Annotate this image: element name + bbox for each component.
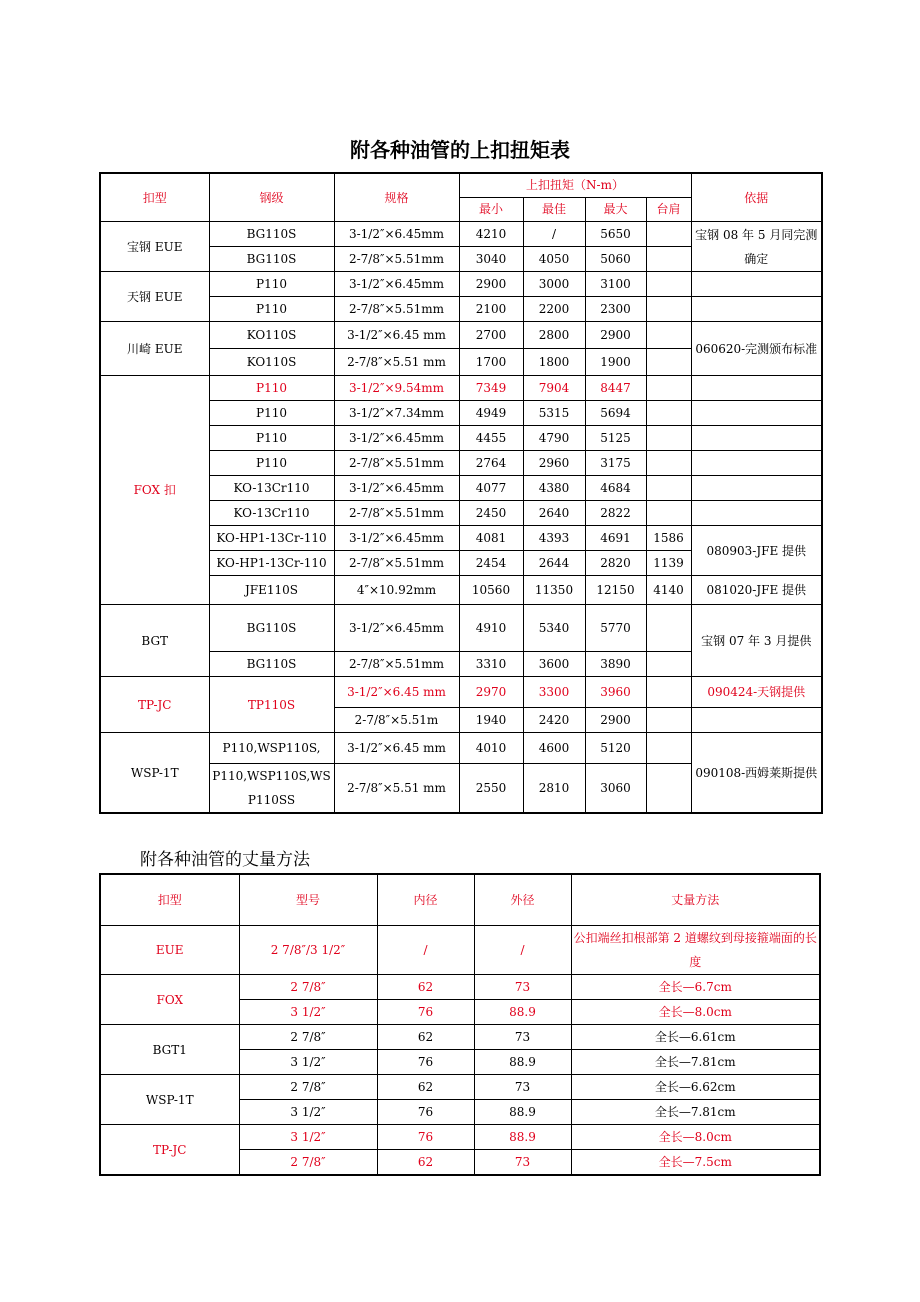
basis-cell: 080903-JFE 提供 (691, 526, 822, 576)
header-outer-diameter: 外径 (474, 874, 571, 926)
method-cell: 全长—7.81cm (571, 1100, 820, 1125)
basis-cell: 宝钢 08 年 5 月同完测确定 (691, 222, 822, 272)
spec-cell: 2-7/8″×5.51mm (334, 551, 459, 576)
min-cell: 4949 (459, 401, 523, 426)
model-cell: 2 7/8″/3 1/2″ (239, 926, 377, 975)
type-cell: WSP-1T (100, 1075, 239, 1125)
model-cell: 2 7/8″ (239, 975, 377, 1000)
grade-cell: BG110S (209, 222, 334, 247)
header-grade: 钢级 (209, 173, 334, 222)
header-row (100, 874, 820, 926)
type-cell: WSP-1T (100, 733, 209, 814)
section-subtitle: 附各种油管的丈量方法 (140, 850, 310, 870)
method-cell: 全长—6.7cm (571, 975, 820, 1000)
max-cell: 5650 (585, 222, 646, 247)
inner-diameter-cell: 62 (377, 1150, 474, 1176)
basis-cell (691, 272, 822, 297)
table-row (100, 975, 820, 1000)
shoulder-cell (646, 764, 691, 814)
best-cell: 4790 (523, 426, 585, 451)
best-cell: 5315 (523, 401, 585, 426)
min-cell: 2550 (459, 764, 523, 814)
max-cell: 3060 (585, 764, 646, 814)
max-cell: 3175 (585, 451, 646, 476)
best-cell: 2640 (523, 501, 585, 526)
spec-cell: 3-1/2″×6.45 mm (334, 322, 459, 349)
inner-diameter-cell: 76 (377, 1100, 474, 1125)
shoulder-cell: 4140 (646, 576, 691, 605)
grade-cell: KO110S (209, 349, 334, 376)
basis-cell (691, 476, 822, 501)
max-cell: 8447 (585, 376, 646, 401)
grade-cell: P110,WSP110S, (209, 733, 334, 764)
inner-diameter-cell: 76 (377, 1125, 474, 1150)
shoulder-cell (646, 401, 691, 426)
type-cell: EUE (100, 926, 239, 975)
min-cell: 2970 (459, 677, 523, 708)
table-row (100, 297, 822, 322)
grade-cell: P110 (209, 272, 334, 297)
min-cell: 4910 (459, 605, 523, 652)
best-cell: 4050 (523, 247, 585, 272)
spec-cell: 3-1/2″×6.45mm (334, 605, 459, 652)
outer-diameter-cell: 88.9 (474, 1125, 571, 1150)
min-cell: 4210 (459, 222, 523, 247)
best-cell: 3600 (523, 652, 585, 677)
table-row (100, 926, 820, 975)
grade-cell: P110 (209, 451, 334, 476)
inner-diameter-cell: 62 (377, 1025, 474, 1050)
max-cell: 2900 (585, 708, 646, 733)
table-row (100, 605, 822, 652)
best-cell: 7904 (523, 376, 585, 401)
inner-diameter-cell: 76 (377, 1050, 474, 1075)
best-cell: 3300 (523, 677, 585, 708)
best-cell: 2810 (523, 764, 585, 814)
spec-cell: 2-7/8″×5.51mm (334, 451, 459, 476)
spec-cell: 2-7/8″×5.51mm (334, 652, 459, 677)
best-cell: 3000 (523, 272, 585, 297)
basis-cell (691, 708, 822, 733)
best-cell: 2960 (523, 451, 585, 476)
outer-diameter-cell: 73 (474, 1025, 571, 1050)
page-title: 附各种油管的上扣扭矩表 (350, 138, 570, 162)
spec-cell: 3-1/2″×6.45 mm (334, 733, 459, 764)
shoulder-cell (646, 708, 691, 733)
grade-cell: TP110S (209, 677, 334, 733)
best-cell: 5340 (523, 605, 585, 652)
max-cell: 5120 (585, 733, 646, 764)
table-row (100, 426, 822, 451)
basis-cell (691, 376, 822, 401)
header-basis: 依据 (691, 173, 822, 222)
table-row (100, 401, 822, 426)
outer-diameter-cell: 73 (474, 1075, 571, 1100)
grade-cell: P110 (209, 426, 334, 451)
outer-diameter-cell: / (474, 926, 571, 975)
best-cell: 2644 (523, 551, 585, 576)
method-cell: 全长—6.61cm (571, 1025, 820, 1050)
outer-diameter-cell: 88.9 (474, 1000, 571, 1025)
header-best: 最佳 (523, 198, 585, 222)
type-cell: TP-JC (100, 1125, 239, 1176)
type-cell: FOX 扣 (100, 376, 209, 605)
shoulder-cell: 1139 (646, 551, 691, 576)
outer-diameter-cell: 88.9 (474, 1100, 571, 1125)
table-row (100, 576, 822, 605)
spec-cell: 3-1/2″×6.45mm (334, 426, 459, 451)
type-cell: FOX (100, 975, 239, 1025)
grade-cell: KO-13Cr110 (209, 501, 334, 526)
spec-cell: 2-7/8″×5.51 mm (334, 764, 459, 814)
basis-cell (691, 451, 822, 476)
grade-cell: BG110S (209, 247, 334, 272)
best-cell: 2420 (523, 708, 585, 733)
best-cell: 2800 (523, 322, 585, 349)
model-cell: 3 1/2″ (239, 1100, 377, 1125)
max-cell: 2900 (585, 322, 646, 349)
shoulder-cell (646, 222, 691, 247)
basis-cell (691, 297, 822, 322)
model-cell: 3 1/2″ (239, 1050, 377, 1075)
shoulder-cell (646, 733, 691, 764)
shoulder-cell (646, 677, 691, 708)
inner-diameter-cell: / (377, 926, 474, 975)
inner-diameter-cell: 62 (377, 975, 474, 1000)
method-cell: 全长—7.81cm (571, 1050, 820, 1075)
header-max: 最大 (585, 198, 646, 222)
method-cell: 全长—8.0cm (571, 1000, 820, 1025)
header-torque: 上扣扭矩（N-m） (459, 173, 691, 198)
table-row (100, 272, 822, 297)
grade-cell: P110,WSP110S,WS P110SS (209, 764, 334, 814)
inner-diameter-cell: 76 (377, 1000, 474, 1025)
header-type: 扣型 (100, 874, 239, 926)
type-cell: 宝钢 EUE (100, 222, 209, 272)
outer-diameter-cell: 88.9 (474, 1050, 571, 1075)
header-shoulder: 台肩 (646, 198, 691, 222)
max-cell: 3100 (585, 272, 646, 297)
spec-cell: 2-7/8″×5.51m (334, 708, 459, 733)
min-cell: 2700 (459, 322, 523, 349)
spec-cell: 3-1/2″×6.45mm (334, 222, 459, 247)
method-cell: 全长—8.0cm (571, 1125, 820, 1150)
model-cell: 2 7/8″ (239, 1075, 377, 1100)
basis-cell: 090424-天钢提供 (691, 677, 822, 708)
min-cell: 2764 (459, 451, 523, 476)
spec-cell: 3-1/2″×6.45mm (334, 272, 459, 297)
basis-cell: 宝钢 07 年 3 月提供 (691, 605, 822, 677)
grade-cell: BG110S (209, 605, 334, 652)
max-cell: 4691 (585, 526, 646, 551)
spec-cell: 3-1/2″×6.45mm (334, 526, 459, 551)
max-cell: 3960 (585, 677, 646, 708)
basis-cell: 090108-西姆莱斯提供 (691, 733, 822, 814)
type-cell: BGT1 (100, 1025, 239, 1075)
max-cell: 5770 (585, 605, 646, 652)
table-row (100, 1125, 820, 1150)
spec-cell: 4″×10.92mm (334, 576, 459, 605)
grade-cell: KO-HP1-13Cr-110 (209, 551, 334, 576)
max-cell: 12150 (585, 576, 646, 605)
torque-table (99, 172, 823, 814)
grade-cell: KO-HP1-13Cr-110 (209, 526, 334, 551)
min-cell: 2100 (459, 297, 523, 322)
measure-table (99, 873, 821, 1176)
max-cell: 2820 (585, 551, 646, 576)
header-inner-diameter: 内径 (377, 874, 474, 926)
best-cell: 11350 (523, 576, 585, 605)
model-cell: 2 7/8″ (239, 1150, 377, 1176)
table-row (100, 476, 822, 501)
shoulder-cell (646, 451, 691, 476)
max-cell: 1900 (585, 349, 646, 376)
best-cell: 4393 (523, 526, 585, 551)
shoulder-cell: 1586 (646, 526, 691, 551)
grade-cell: BG110S (209, 652, 334, 677)
header-model: 型号 (239, 874, 377, 926)
type-cell: TP-JC (100, 677, 209, 733)
shoulder-cell (646, 605, 691, 652)
shoulder-cell (646, 297, 691, 322)
shoulder-cell (646, 247, 691, 272)
grade-cell: KO110S (209, 322, 334, 349)
best-cell: 1800 (523, 349, 585, 376)
outer-diameter-cell: 73 (474, 1150, 571, 1176)
min-cell: 3040 (459, 247, 523, 272)
header-spec: 规格 (334, 173, 459, 222)
shoulder-cell (646, 349, 691, 376)
type-cell: BGT (100, 605, 209, 677)
grade-cell: P110 (209, 297, 334, 322)
min-cell: 3310 (459, 652, 523, 677)
inner-diameter-cell: 62 (377, 1075, 474, 1100)
header-row (100, 173, 822, 198)
basis-cell (691, 401, 822, 426)
spec-cell: 3-1/2″×9.54mm (334, 376, 459, 401)
max-cell: 2300 (585, 297, 646, 322)
method-cell: 公扣端丝扣根部第 2 道螺纹到母接箍端面的长度 (571, 926, 820, 975)
spec-cell: 2-7/8″×5.51mm (334, 247, 459, 272)
table-row (100, 222, 822, 247)
max-cell: 4684 (585, 476, 646, 501)
shoulder-cell (646, 376, 691, 401)
best-cell: 2200 (523, 297, 585, 322)
min-cell: 1700 (459, 349, 523, 376)
spec-cell: 3-1/2″×7.34mm (334, 401, 459, 426)
table-row (100, 1025, 820, 1050)
method-cell: 全长—7.5cm (571, 1150, 820, 1176)
max-cell: 5060 (585, 247, 646, 272)
basis-cell: 081020-JFE 提供 (691, 576, 822, 605)
basis-cell (691, 501, 822, 526)
table-row (100, 322, 822, 349)
basis-cell (691, 426, 822, 451)
header-type: 扣型 (100, 173, 209, 222)
best-cell: / (523, 222, 585, 247)
max-cell: 3890 (585, 652, 646, 677)
model-cell: 3 1/2″ (239, 1125, 377, 1150)
min-cell: 2900 (459, 272, 523, 297)
grade-cell: P110 (209, 401, 334, 426)
type-cell: 川崎 EUE (100, 322, 209, 376)
shoulder-cell (646, 501, 691, 526)
spec-cell: 3-1/2″×6.45mm (334, 476, 459, 501)
header-min: 最小 (459, 198, 523, 222)
min-cell: 4081 (459, 526, 523, 551)
header-method: 丈量方法 (571, 874, 820, 926)
shoulder-cell (646, 322, 691, 349)
grade-cell: JFE110S (209, 576, 334, 605)
shoulder-cell (646, 272, 691, 297)
shoulder-cell (646, 426, 691, 451)
table-row (100, 1075, 820, 1100)
table-row (100, 677, 822, 708)
max-cell: 5694 (585, 401, 646, 426)
min-cell: 4010 (459, 733, 523, 764)
min-cell: 1940 (459, 708, 523, 733)
min-cell: 7349 (459, 376, 523, 401)
spec-cell: 2-7/8″×5.51mm (334, 297, 459, 322)
best-cell: 4600 (523, 733, 585, 764)
max-cell: 2822 (585, 501, 646, 526)
best-cell: 4380 (523, 476, 585, 501)
table-row (100, 501, 822, 526)
min-cell: 2454 (459, 551, 523, 576)
outer-diameter-cell: 73 (474, 975, 571, 1000)
method-cell: 全长—6.62cm (571, 1075, 820, 1100)
grade-cell: KO-13Cr110 (209, 476, 334, 501)
max-cell: 5125 (585, 426, 646, 451)
spec-cell: 2-7/8″×5.51mm (334, 501, 459, 526)
table-row (100, 733, 822, 764)
min-cell: 4455 (459, 426, 523, 451)
spec-cell: 2-7/8″×5.51 mm (334, 349, 459, 376)
type-cell: 天钢 EUE (100, 272, 209, 322)
table-row (100, 451, 822, 476)
spec-cell: 3-1/2″×6.45 mm (334, 677, 459, 708)
grade-cell: P110 (209, 376, 334, 401)
basis-cell: 060620-完测颁布标准 (691, 322, 822, 376)
model-cell: 2 7/8″ (239, 1025, 377, 1050)
shoulder-cell (646, 652, 691, 677)
table-row (100, 526, 822, 551)
min-cell: 4077 (459, 476, 523, 501)
model-cell: 3 1/2″ (239, 1000, 377, 1025)
min-cell: 2450 (459, 501, 523, 526)
table-row (100, 376, 822, 401)
shoulder-cell (646, 476, 691, 501)
min-cell: 10560 (459, 576, 523, 605)
